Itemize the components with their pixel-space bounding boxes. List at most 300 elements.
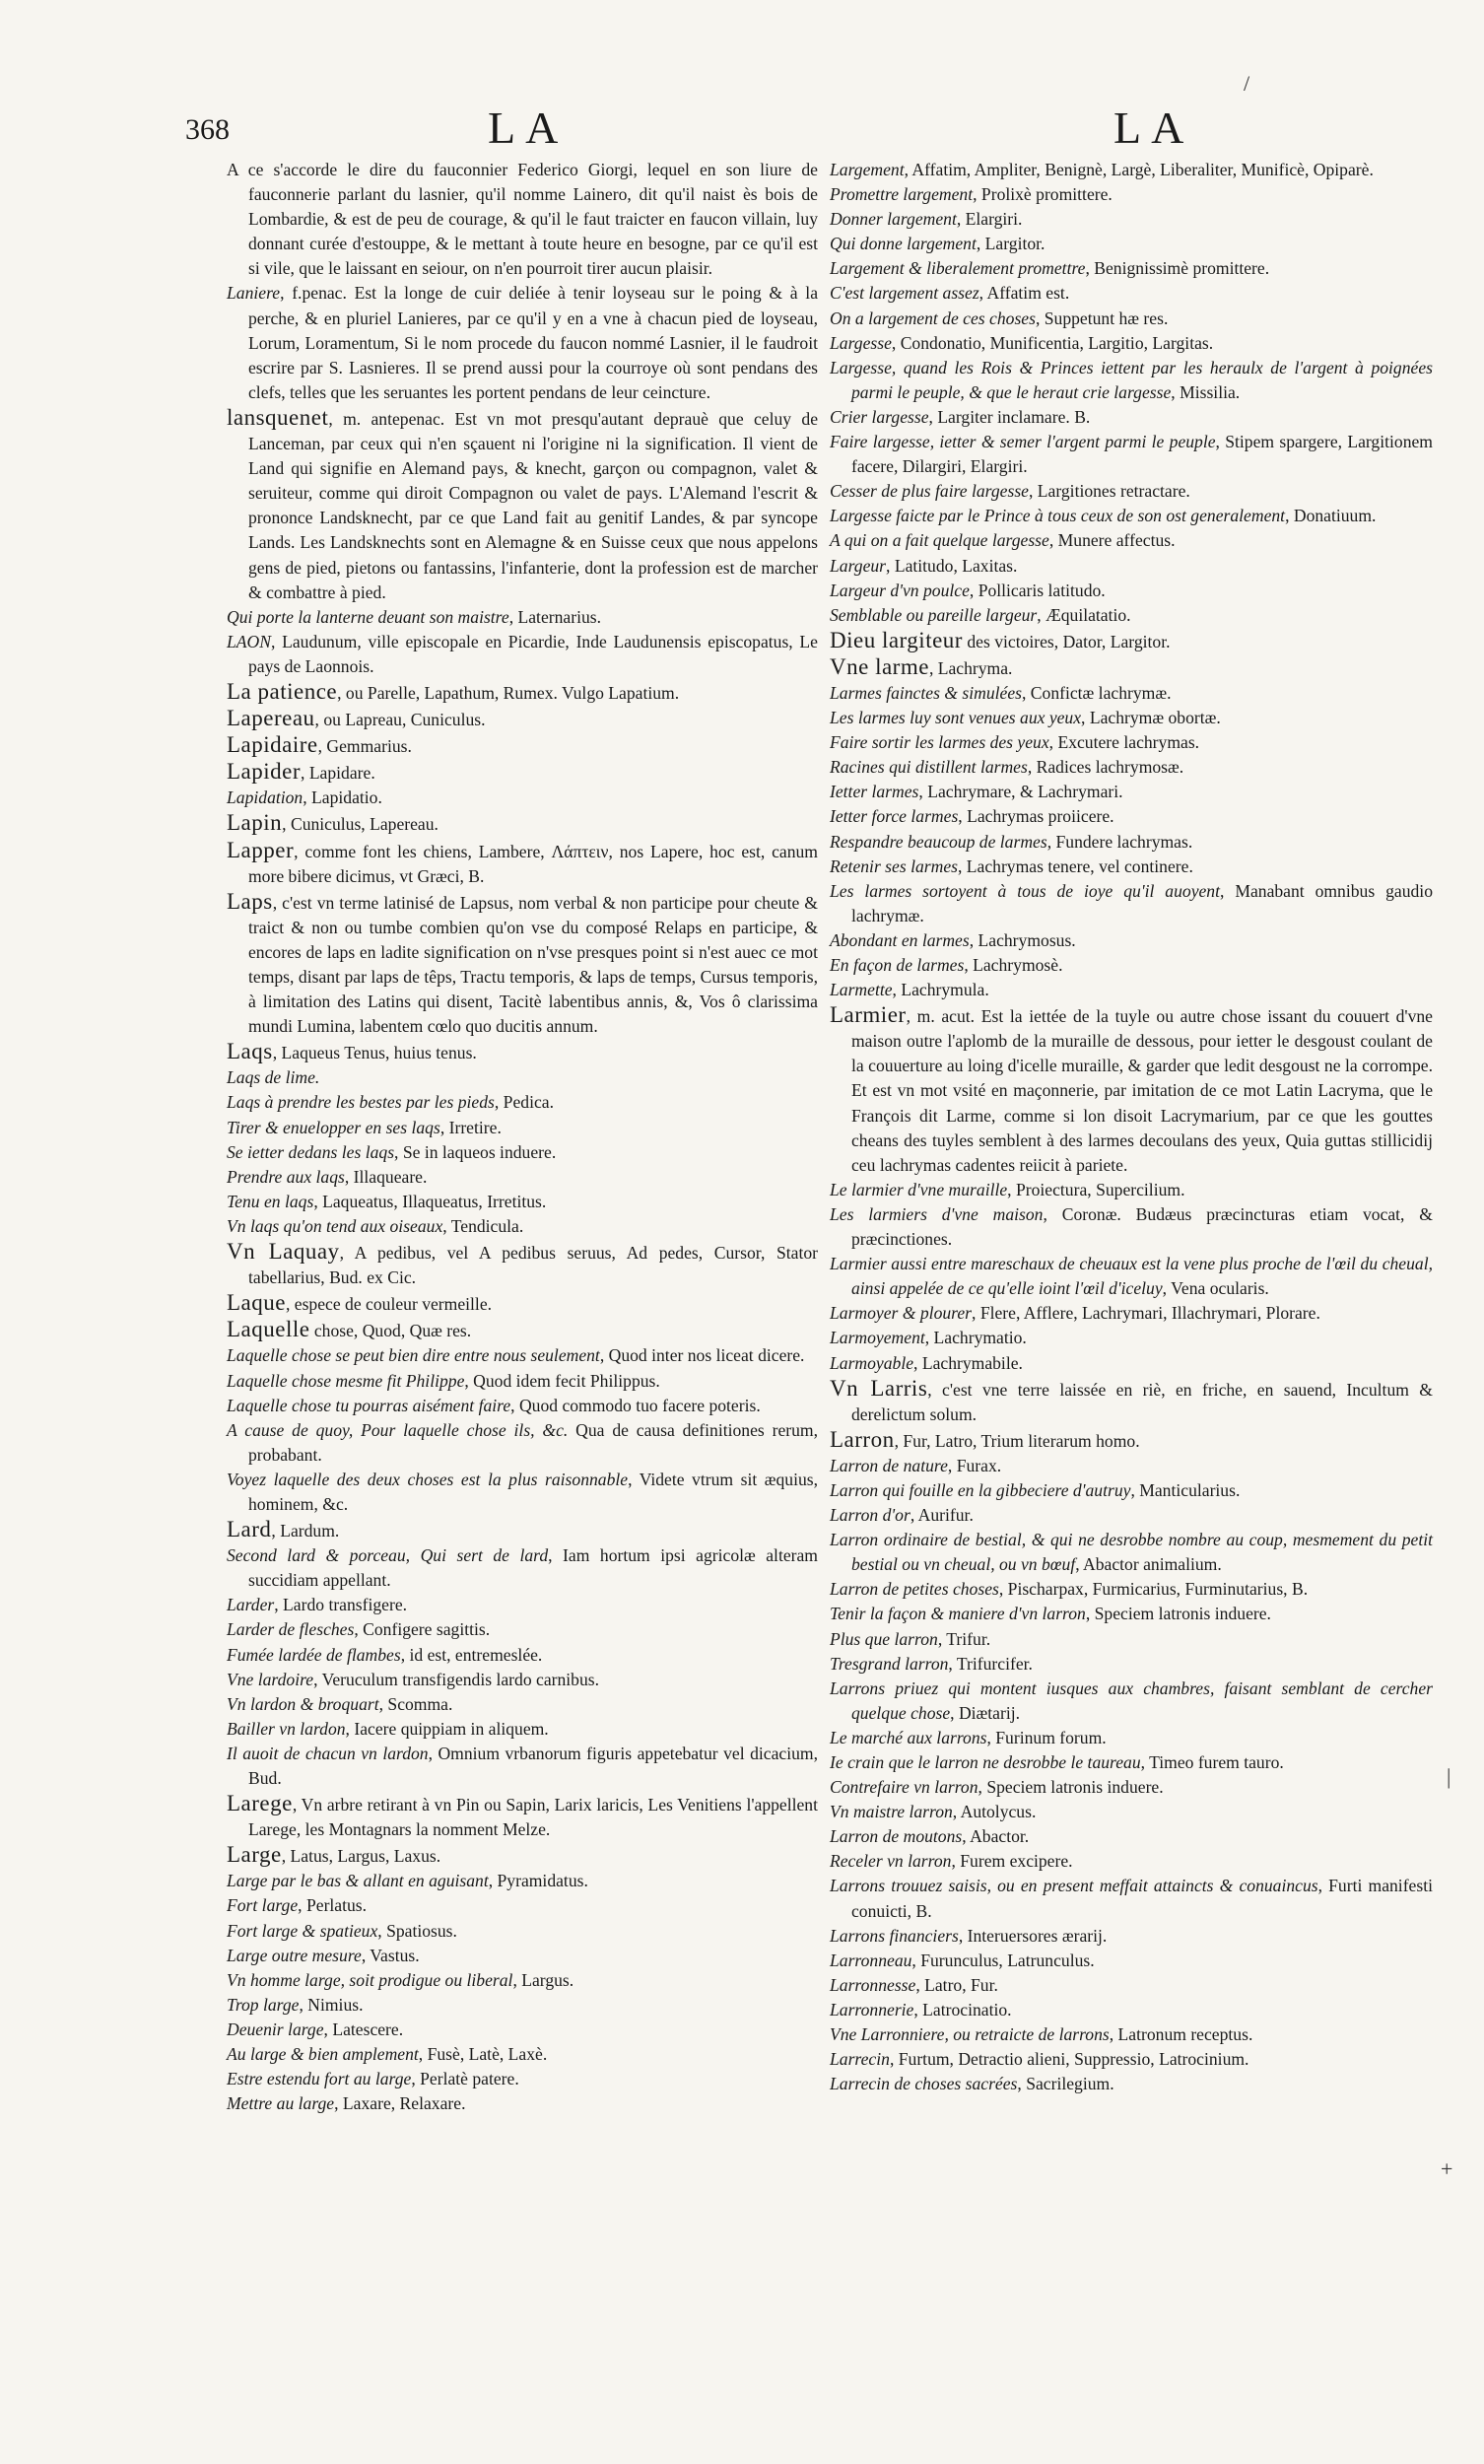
entry-definition: , Lachrymosè.: [964, 955, 1063, 975]
dictionary-entry: [830, 780, 1433, 804]
dictionary-entry: [830, 978, 1433, 1002]
entry-definition: , Perlatus.: [298, 1895, 368, 1916]
entry-headword: Largesse: [830, 332, 892, 353]
dictionary-entry: [830, 2047, 1433, 2072]
entry-headword: Larronneau: [830, 1950, 912, 1970]
dictionary-entry: [227, 2091, 818, 2116]
dictionary-entry: [830, 879, 1433, 928]
entry-headword: Vn Laquay: [227, 1239, 340, 1265]
entry-definition: , Iam hortum ipsi agricolæ alteram succidiam appellant.: [248, 1545, 818, 1591]
entry-definition: , Furtum, Detractio alieni, Suppressio, Latrocinium.: [889, 2049, 1249, 2070]
entry-definition: , Lachrymæ obortæ.: [1081, 708, 1221, 728]
dictionary-entry: [227, 1742, 818, 1791]
dictionary-entry: [227, 1039, 818, 1065]
entry-definition: , Iacere quippiam in aliquem.: [345, 1718, 549, 1739]
entry-headword: Ietter force larmes: [830, 806, 959, 827]
entry-definition: , Benignissimè promittere.: [1085, 258, 1270, 279]
dictionary-entry: [227, 158, 818, 281]
dictionary-entry: [830, 554, 1433, 579]
entry-headword: Faire sortir les larmes des yeux: [830, 732, 1049, 753]
entry-headword: Second lard & porceau, Qui sert de lard: [227, 1545, 549, 1566]
entry-headword: Laqs à prendre les bestes par les pieds: [227, 1092, 495, 1113]
entry-headword: Laquelle: [227, 1317, 310, 1342]
running-head-right: LA: [1113, 103, 1194, 153]
entry-headword: Larmoyable: [830, 1352, 914, 1373]
entry-headword: Larmette: [830, 980, 893, 1000]
entry-headword: Larmoyer & plourer: [830, 1303, 973, 1324]
entry-headword: Larrons trouuez saisis, ou en present meffait attaincts & conuaincus: [830, 1876, 1318, 1896]
dictionary-entry: [227, 1919, 818, 1944]
dictionary-entry: [227, 1617, 818, 1642]
entry-definition: , Affatim est.: [978, 283, 1070, 304]
dictionary-entry: [830, 681, 1433, 706]
dictionary-entry: [227, 1418, 818, 1468]
entry-definition: , Speciem latronis induere.: [978, 1777, 1164, 1798]
entry-definition: , Condonatio, Munificentia, Largitio, Largitas.: [891, 332, 1214, 353]
entry-definition: , comme font les chiens, Lambere, Λάπτειν, nos Lapere, hoc est, canum more bibere dicimus, vt Græci, B.: [248, 841, 818, 886]
entry-headword: Laqs: [227, 1039, 273, 1064]
entry-headword: En façon de larmes: [830, 955, 965, 975]
dictionary-entry: [227, 605, 818, 630]
dictionary-entry: [830, 1002, 1433, 1178]
entry-definition: , Autolycus.: [952, 1802, 1037, 1822]
entry-definition: , Pollicaris latitudo.: [969, 580, 1106, 600]
entry-headword: Vn laqs qu'on tend aux oiseaux: [227, 1215, 443, 1236]
entry-headword: Largesse faicte par le Prince à tous ceux de son ost generalement: [830, 506, 1286, 526]
dictionary-entry: [830, 1326, 1433, 1350]
entry-definition: , Donatiuum.: [1285, 506, 1377, 526]
dictionary-entry: [830, 1478, 1433, 1503]
entry-headword: Larron d'or: [830, 1505, 911, 1526]
entry-headword: On a largement de ces choses: [830, 308, 1036, 328]
entry-headword: Larrecin de choses sacrées: [830, 2074, 1018, 2094]
entry-definition: , Vn arbre retirant à vn Pin ou Sapin, Larix laricis, Les Venitiens l'appellent Larege, les Montagnars la nomment Melze.: [248, 1795, 818, 1840]
entry-definition: , Furax.: [947, 1455, 1002, 1475]
dictionary-entry: [227, 1968, 818, 1993]
dictionary-entry: [830, 654, 1433, 681]
entry-definition: , Largiter inclamare. B.: [928, 406, 1091, 427]
dictionary-entry: [830, 1627, 1433, 1652]
entry-headword: Trop large: [227, 1994, 300, 2015]
dictionary-entry: [830, 628, 1433, 654]
entry-definition: , Illaqueare.: [344, 1166, 428, 1187]
entry-definition: , Gemmarius.: [317, 736, 412, 757]
dictionary-entry: [227, 1140, 818, 1165]
entry-definition: , Trifur.: [937, 1628, 991, 1649]
entry-definition: , Manticularius.: [1130, 1479, 1241, 1500]
entry-definition: , Irretire.: [439, 1117, 502, 1137]
dictionary-entry: [227, 1692, 818, 1717]
entry-headword: Vn Larris: [830, 1375, 928, 1401]
running-head-left: LA: [488, 103, 569, 153]
entry-definition: , Laqueatus, Illaqueatus, Irretitus.: [313, 1191, 547, 1211]
entry-headword: C'est largement assez: [830, 283, 979, 304]
entry-definition: , Nimius.: [299, 1994, 364, 2015]
entry-definition: , Lachrymas tenere, vel continere.: [957, 856, 1193, 876]
dictionary-entry: [830, 2022, 1433, 2047]
dictionary-entry: [830, 281, 1433, 306]
entry-definition: , Speciem latronis induere.: [1085, 1604, 1271, 1624]
dictionary-entry: [830, 1973, 1433, 1998]
dictionary-entry: [227, 759, 818, 786]
dictionary-entry: [830, 1503, 1433, 1528]
entry-definition: , Abactor.: [962, 1826, 1030, 1847]
entry-headword: Larron de petites choses: [830, 1579, 999, 1600]
dictionary-entry: [830, 430, 1433, 479]
entry-definition: , Flere, Afflere, Lachrymari, Illachrymari, Plorare.: [972, 1303, 1320, 1324]
entry-headword: Vne lardoire: [227, 1669, 314, 1689]
entry-definition: , Latus, Largus, Laxus.: [281, 1846, 441, 1867]
dictionary-entry: [830, 1949, 1433, 1973]
entry-headword: Lapin: [227, 810, 283, 836]
dictionary-entry: [830, 307, 1433, 331]
entry-headword: Fort large & spatieux: [227, 1920, 378, 1941]
entry-headword: Promettre largement: [830, 184, 974, 205]
entry-headword: Contrefaire vn larron: [830, 1777, 978, 1798]
entry-definition: , f.penac. Est la longe de cuir deliée à tenir loyseau sur le poing & à la perche, & en pluriel Lanieres, par ce qu'il y en a vne à chacun pied de loyseau, Lorum, Loramentum, Si le nom procede du faucon nommé Lasnier, il le faudroit escrire par S. Lasnieres. Il se prend aussi pour la courroye où sont pendans des clefs, telles que les seruantes les portent pendans de leur ceincture.: [248, 283, 818, 402]
entry-headword: Receler vn larron: [830, 1851, 952, 1872]
dictionary-entry: [830, 830, 1433, 855]
entry-headword: Deuenir large: [227, 2019, 324, 2039]
dictionary-entry: [227, 1468, 818, 1517]
entry-headword: Larege: [227, 1791, 293, 1816]
entry-definition: , Spatiosus.: [377, 1920, 457, 1941]
entry-headword: Lard: [227, 1517, 272, 1542]
entry-headword: Larron qui fouille en la gibbeciere d'autruy: [830, 1479, 1131, 1500]
dictionary-entry: [830, 1454, 1433, 1478]
dictionary-entry: [227, 1343, 818, 1368]
entry-definition: , Lapidare.: [301, 763, 375, 784]
entry-headword: Larron de nature: [830, 1455, 948, 1475]
dictionary-entry: [830, 1376, 1433, 1427]
entry-definition: , Largitiones retractare.: [1028, 481, 1190, 502]
entry-headword: Faire largesse, ietter & semer l'argent parmi le peuple: [830, 432, 1216, 452]
dictionary-entry: [830, 804, 1433, 829]
entry-definition: , Quod inter nos liceat dicere.: [599, 1345, 805, 1366]
entry-headword: Large par le bas & allant en aguisant: [227, 1871, 489, 1891]
entry-headword: Mettre au large: [227, 2093, 335, 2114]
dictionary-entry: [830, 1301, 1433, 1326]
entry-definition: , Largitor.: [976, 234, 1046, 254]
entry-headword: Larmoyement: [830, 1328, 925, 1348]
entry-definition: , Quod commodo tuo facere poteris.: [510, 1395, 761, 1415]
entry-definition: , Excutere lachrymas.: [1048, 732, 1200, 753]
dictionary-entry: [830, 1800, 1433, 1824]
dictionary-entry: [227, 810, 818, 837]
entry-definition: , Lachryma.: [928, 657, 1013, 678]
dictionary-entry: [227, 838, 818, 889]
entry-headword: Vn maistre larron: [830, 1802, 953, 1822]
entry-headword: Ie crain que le larron ne desrobbe le taureau: [830, 1752, 1141, 1772]
entry-definition: , Lachrymula.: [892, 980, 989, 1000]
dictionary-entry: [227, 732, 818, 759]
dictionary-entry: [227, 1593, 818, 1617]
entry-definition: , m. antepenac. Est vn mot presqu'autant deprauè que celuy de Lanceman, par ceux qui n'en sçauent ni l'origine ni la signification. Il vient de Land qui signifie en Alemand pays, & knecht, garçon ou compagnon, valet & seruiteur, comme qui diroit Compagnon ou valet de pays. L'Alemand l'escrit & prononce Landsknecht, par ce que Land fait au genitif Landes, & par syncope Lands. Les Landsknechts sont en Alemagne & en Suisse ceux que nous appelons gens de pied, pietons ou fantassins, l'infanterie, dont la profession est de marcher & combattre à pied.: [248, 408, 818, 602]
entry-definition: , Sacrilegium.: [1017, 2074, 1114, 2094]
entry-headword: Les larmiers d'vne maison: [830, 1203, 1044, 1224]
dictionary-entry: [830, 1351, 1433, 1376]
dictionary-entry: [227, 2042, 818, 2067]
entry-definition: , Lachrymabile.: [913, 1352, 1023, 1373]
entry-headword: Laps: [227, 888, 273, 914]
dictionary-entry: [227, 630, 818, 679]
dictionary-entry: [227, 405, 818, 605]
entry-headword: Lapereau: [227, 706, 315, 731]
dictionary-entry: [227, 1239, 818, 1290]
entry-headword: Laque: [227, 1290, 286, 1316]
entry-headword: Dieu largiteur: [830, 627, 963, 652]
entry-headword: Le larmier d'vne muraille: [830, 1179, 1008, 1199]
entry-headword: A qui on a fait quelque largesse: [830, 530, 1049, 551]
right-column: [830, 158, 1433, 2096]
entry-definition: , Lachrymare, & Lachrymari.: [918, 782, 1123, 802]
entry-definition: , Vena ocularis.: [1162, 1278, 1269, 1299]
dictionary-entry: [227, 786, 818, 810]
dictionary-entry: [830, 855, 1433, 879]
dictionary-entry: [830, 356, 1433, 405]
entry-headword: Se ietter dedans les laqs: [227, 1141, 395, 1162]
entry-definition: , Laqueus Tenus, huius tenus.: [272, 1043, 477, 1063]
entry-definition: , Fundere lachrymas.: [1046, 831, 1193, 852]
entry-headword: La patience: [227, 678, 338, 704]
dictionary-entry: [227, 1317, 818, 1343]
entry-definition: , Largus.: [512, 1969, 574, 1990]
left-column: [227, 158, 818, 2116]
entry-headword: Larder: [227, 1595, 275, 1615]
entry-definition: , Latitudo, Laxitas.: [886, 555, 1018, 576]
dictionary-entry: [227, 1517, 818, 1543]
entry-headword: Voyez laquelle des deux choses est la plus raisonnable: [227, 1469, 629, 1489]
dictionary-entry: [227, 1717, 818, 1742]
entry-headword: Respandre beaucoup de larmes: [830, 831, 1047, 852]
entry-definition: , Laternarius.: [508, 606, 602, 627]
entry-definition: , Furti manifesti conuicti, B.: [851, 1876, 1433, 1921]
dictionary-entry: [830, 1998, 1433, 2022]
entry-definition: , Veruculum transfigendis lardo carnibus.: [313, 1669, 600, 1689]
dictionary-entry: [227, 2067, 818, 2091]
entry-headword: Largeur d'vn poulce: [830, 580, 970, 600]
entry-definition: des victoires, Dator, Largitor.: [962, 631, 1171, 651]
entry-definition: , Proiectura, Supercilium.: [1007, 1179, 1185, 1199]
entry-headword: Tenu en laqs: [227, 1191, 314, 1211]
dictionary-entry: [830, 579, 1433, 603]
dictionary-entry: [830, 479, 1433, 504]
entry-definition: , Radices lachrymosæ.: [1027, 757, 1184, 778]
entry-definition: , Latronum receptus.: [1109, 2024, 1253, 2045]
dictionary-entry: [830, 528, 1433, 553]
dictionary-entry: [830, 953, 1433, 978]
entry-definition: , Lardum.: [271, 1521, 340, 1541]
page-header: [0, 94, 1484, 153]
entry-headword: Large: [227, 1842, 282, 1868]
entry-definition: , Lachrymas proiicere.: [958, 806, 1114, 827]
entry-definition: , Videte vtrum sit æquius, hominem, &c.: [248, 1469, 819, 1514]
entry-definition: , Furunculus, Latrunculus.: [911, 1950, 1095, 1970]
dictionary-entry: [227, 1668, 818, 1692]
entry-definition: , Æquilatatio.: [1037, 604, 1131, 625]
entry-definition: , Latrocinatio.: [913, 1999, 1012, 2019]
entry-definition: , Coronæ. Budæus præcincturas etiam vocat, & præcinctiones.: [851, 1203, 1433, 1250]
dictionary-entry: [830, 1252, 1433, 1301]
entry-definition: , Se in laqueos induere.: [394, 1141, 557, 1162]
dictionary-entry: [227, 1116, 818, 1140]
entry-definition: , Cuniculus, Lapereau.: [282, 814, 438, 835]
entry-headword: Larrecin: [830, 2049, 890, 2070]
dictionary-entry: [227, 1394, 818, 1418]
dictionary-entry: [830, 158, 1433, 182]
entry-definition: , Aurifur.: [910, 1505, 974, 1526]
entry-headword: Largement & liberalement promettre: [830, 258, 1086, 279]
entry-headword: Qui porte la lanterne deuant son maistre: [227, 606, 509, 627]
ink-mark-side: |: [1447, 1764, 1451, 1789]
entry-definition: , Latescere.: [323, 2019, 404, 2039]
entry-headword: Larrons priuez qui montent iusques aux chambres, faisant semblant de cercher quelque chose: [830, 1677, 1433, 1723]
entry-headword: Il auoit de chacun vn lardon: [227, 1743, 429, 1763]
entry-definition: , Fur, Latro, Trium literarum homo.: [894, 1430, 1140, 1451]
entry-headword: Larron ordinaire de bestial, & qui ne desrobbe nombre au coup, mesmement du petit bestial ou vn cheual, ou vn bœuf: [830, 1530, 1433, 1575]
entry-definition: , Missilia.: [1171, 381, 1241, 402]
entry-definition: , Manabant omnibus gaudio lachrymæ.: [851, 880, 1433, 925]
dictionary-entry: [227, 1290, 818, 1317]
dictionary-entry: [830, 1677, 1433, 1726]
dictionary-entry: [227, 281, 818, 404]
dictionary-entry: [227, 1090, 818, 1115]
entry-headword: Les larmes luy sont venues aux yeux: [830, 708, 1082, 728]
entry-headword: Larronnerie: [830, 1999, 914, 2019]
dictionary-entry: [830, 232, 1433, 256]
dictionary-entry: [830, 603, 1433, 628]
entry-headword: Cesser de plus faire largesse: [830, 481, 1029, 502]
dictionary-entry: [830, 1849, 1433, 1874]
entry-definition: , Lardo transfigere.: [274, 1595, 408, 1615]
dictionary-entry: [227, 1165, 818, 1190]
entry-headword: Prendre aux laqs: [227, 1166, 345, 1187]
entry-definition: , ou Parelle, Lapathum, Rumex. Vulgo Lapatium.: [337, 682, 680, 703]
entry-definition: , Furinum forum.: [986, 1727, 1107, 1747]
entry-definition: , Munere affectus.: [1048, 530, 1176, 551]
entry-definition: , Latro, Fur.: [915, 1974, 998, 1995]
entry-definition: , Quod idem fecit Philippus.: [464, 1370, 660, 1391]
dictionary-entry: [830, 1528, 1433, 1577]
entry-definition: , Abactor animalium.: [1075, 1554, 1222, 1575]
entry-definition: , Vastus.: [361, 1945, 420, 1965]
entry-definition: , A pedibus, vel A pedibus seruus, Ad pedes, Cursor, Stator tabellarius, Bud. ex Cic.: [248, 1243, 818, 1288]
entry-headword: Bailler vn lardon: [227, 1718, 346, 1739]
dictionary-entry: [830, 207, 1433, 232]
entry-headword: Lapidaire: [227, 732, 318, 758]
dictionary-entry: [227, 1190, 818, 1214]
dictionary-entry: [830, 706, 1433, 730]
dictionary-entry: [227, 1842, 818, 1869]
dictionary-entry: [830, 1726, 1433, 1750]
entry-definition: , Elargiri.: [956, 209, 1023, 230]
entry-headword: Donner largement: [830, 209, 957, 230]
dictionary-entry: [227, 1643, 818, 1668]
entry-headword: Laquelle chose mesme fit Philippe: [227, 1370, 465, 1391]
dictionary-entry: [830, 1750, 1433, 1775]
entry-headword: Estre estendu fort au large: [227, 2069, 412, 2089]
dictionary-entry: [227, 1369, 818, 1394]
entry-headword: Laniere: [227, 283, 281, 304]
entry-headword: Large outre mesure: [227, 1945, 362, 1965]
entry-headword: Lapper: [227, 837, 295, 862]
dictionary-entry: [830, 1924, 1433, 1949]
dictionary-entry: [227, 1214, 818, 1239]
entry-definition: , Confictæ lachrymæ.: [1021, 682, 1172, 703]
entry-definition: , Diætarij.: [950, 1702, 1021, 1723]
entry-definition: , id est, entremeslée.: [400, 1644, 543, 1665]
entry-definition: , espece de couleur vermeille.: [285, 1294, 493, 1315]
entry-headword: Tresgrand larron: [830, 1653, 949, 1674]
entry-definition: , Scomma.: [378, 1693, 453, 1714]
dictionary-entry: [227, 706, 818, 732]
entry-headword: Qui donne largement: [830, 234, 977, 254]
dictionary-entry: [830, 1602, 1433, 1626]
dictionary-entry: [830, 256, 1433, 281]
entry-headword: Largement: [830, 160, 905, 179]
entry-definition: , Interuersores ærarij.: [958, 1925, 1108, 1946]
ink-mark-bottom: +: [1441, 2156, 1453, 2181]
dictionary-entry: [227, 889, 818, 1040]
entry-headword: Laqs de lime.: [227, 1067, 320, 1088]
dictionary-entry: [830, 1202, 1433, 1252]
dictionary-entry: [830, 331, 1433, 356]
dictionary-entry: [830, 1427, 1433, 1454]
dictionary-entry: [830, 1178, 1433, 1202]
entry-headword: Au large & bien amplement: [227, 2044, 419, 2065]
entry-headword: Larder de flesches: [227, 1619, 355, 1640]
entry-headword: Lapidation: [227, 787, 304, 808]
entry-headword: Semblable ou pareille largeur: [830, 604, 1038, 625]
entry-definition: , Prolixè promittere.: [973, 184, 1113, 205]
entry-headword: Les larmes sortoyent à tous de ioye qu'il auoyent: [830, 880, 1220, 901]
entry-definition: , Fusè, Latè, Laxè.: [418, 2044, 548, 2065]
entry-definition: , Affatim, Ampliter, Benignè, Largè, Liberaliter, Munificè, Opiparè.: [904, 160, 1374, 179]
entry-headword: Larron: [830, 1426, 895, 1452]
entry-definition: , Lachrymatio.: [924, 1328, 1027, 1348]
entry-definition: , Laxare, Relaxare.: [334, 2093, 466, 2114]
entry-headword: Fumée lardée de flambes: [227, 1644, 401, 1665]
entry-headword: Larronnesse: [830, 1974, 916, 1995]
dictionary-entry: [227, 1893, 818, 1918]
entry-definition: , Trifurcifer.: [948, 1653, 1033, 1674]
entry-headword: Fort large: [227, 1895, 299, 1916]
entry-headword: Le marché aux larrons: [830, 1727, 987, 1747]
ink-mark-top: /: [1244, 71, 1250, 96]
entry-headword: Laquelle chose tu pourras aisément faire: [227, 1395, 511, 1415]
dictionary-entry: [227, 2018, 818, 2042]
entry-headword: Abondant en larmes: [830, 929, 970, 950]
dictionary-entry: [830, 405, 1433, 430]
entry-headword: Largesse, quand les Rois & Princes iettent par les heraulx de l'argent à poignées parmi le peuple, & que le heraut crie largesse: [830, 357, 1433, 402]
entry-headword: LAON: [227, 631, 271, 651]
entry-definition: , Pyramidatus.: [488, 1871, 588, 1891]
entry-headword: Larmier aussi entre mareschaux de cheuaux est la vene plus proche de l'œil du cheual, ainsi appelée de ce qu'elle ioint l'œil d'iceluy: [830, 1254, 1433, 1299]
dictionary-entry: [830, 755, 1433, 780]
entry-definition: Qua de causa definitiones rerum, probabant.: [248, 1419, 818, 1465]
entry-definition: , Laudunum, ville episcopale en Picardie, Inde Laudunensis episcopatus, Le pays de Laonnois.: [248, 631, 818, 676]
dictionary-entry: [830, 504, 1433, 528]
dictionary-entry: [830, 1874, 1433, 1923]
entry-definition: , Configere sagittis.: [354, 1619, 491, 1640]
dictionary-entry: [227, 1993, 818, 2018]
dictionary-entry: [830, 182, 1433, 207]
entry-definition: , c'est vn terme latinisé de Lapsus, nom verbal & non participe pour cheute & traict & non ou tumbe combien qu'on vse du composé Relaps en participe, & encores de laps en ladite signification on n'vse presques point si n'est auec ce mot temps, disant par laps de têps, Tractu temporis, & laps de temps, Cursus temporis, à limitation des Latins qui disent, Tacitè labentibus annis, &, Vos ô clarissima mundi Lumina, labentem cœlo quo ducitis annum.: [248, 892, 818, 1037]
entry-headword: Larron de moutons: [830, 1826, 963, 1847]
entry-definition: A ce s'accorde le dire du fauconnier Federico Giorgi, lequel en son liure de fauconnerie parlant du lasnier, qu'il nomme Lainero, dit qu'il naist ès bois de Lombardie, & est de peu de courage, & qu'il le faut traicter en faucon villain, luy donnant curée d'estouppe, & le mettant à toute heure en besogne, par ce qu'il est si vile, que le laissant en seiour, on n'en pourroit tirer aucun plaisir.: [227, 160, 818, 279]
entry-headword: Vne Larronniere, ou retraicte de larrons: [830, 2024, 1110, 2045]
page-number: 368: [185, 113, 230, 146]
